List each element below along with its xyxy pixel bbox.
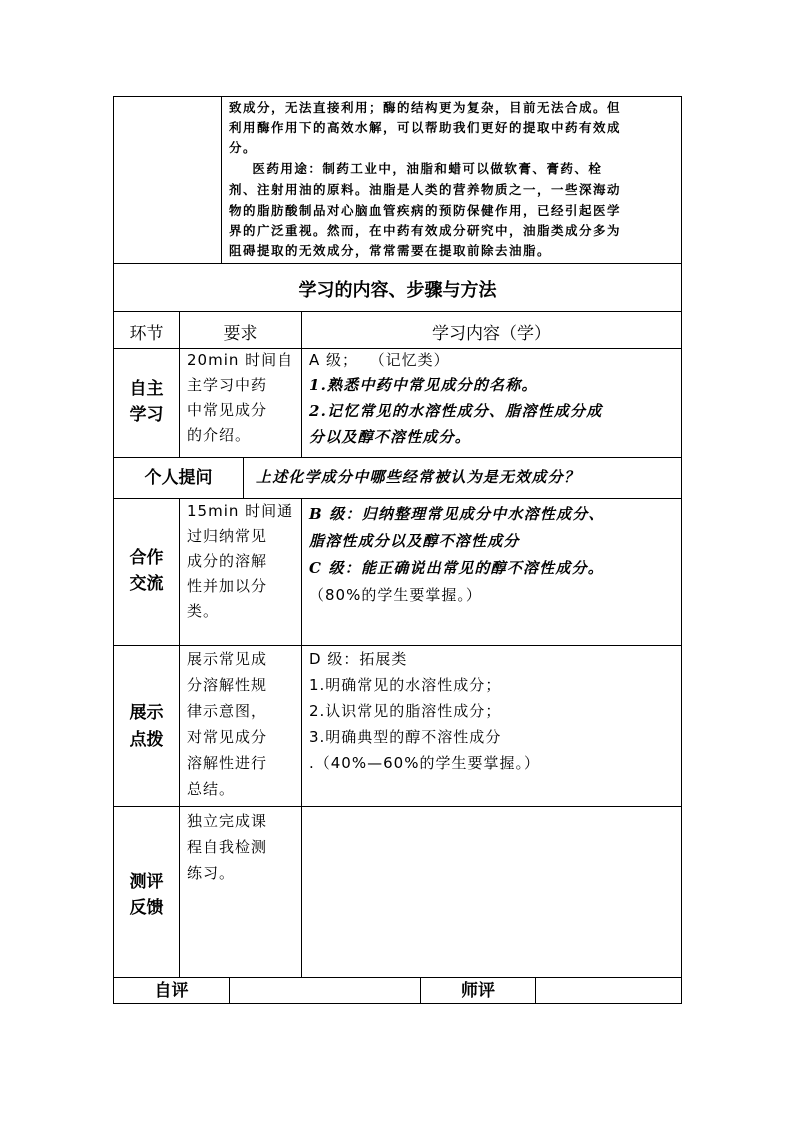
- cooperation-req-1: 15min 时间通: [187, 502, 294, 520]
- feedback-label-1: 测评: [129, 872, 164, 892]
- self-study-label-2: 学习: [129, 405, 164, 425]
- cooperation-req-5: 类。: [187, 602, 220, 620]
- cooperation-req-4: 性并加以分: [187, 577, 268, 595]
- cooperation-label-1: 合作: [129, 548, 164, 568]
- self-study-label-1: 自主: [129, 379, 164, 399]
- display-req-2: 分溶解性规: [187, 676, 268, 694]
- intro-line-1: 致成分，无法直接利用；酶的结构更为复杂，目前无法合成。但: [229, 100, 622, 115]
- intro-left-cell: [113, 96, 222, 264]
- self-study-req-2: 主学习中药: [187, 376, 268, 394]
- display-req-1: 展示常见成: [187, 650, 268, 668]
- intro-line-8: 阻碍提取的无效成分，常常需要在提取前除去油脂。: [229, 243, 552, 258]
- display-label-cell: [113, 645, 180, 807]
- teacher-eval-label: 师评: [461, 981, 495, 1001]
- display-req-3: 律示意图，: [187, 702, 268, 720]
- display-content-5: .（40%—60%的学生要掌握。）: [309, 754, 540, 772]
- display-content-2: 1.明确常见的水溶性成分；: [309, 676, 502, 694]
- feedback-req-1: 独立完成课: [187, 812, 268, 830]
- cooperation-b-2: 脂溶性成分以及醇不溶性成分: [309, 532, 520, 550]
- display-label-1: 展示: [129, 703, 164, 723]
- cooperation-c: C 级：能正确说出常见的醇不溶性成分。: [309, 559, 604, 577]
- header-stage: 环节: [129, 324, 164, 344]
- cooperation-note: （80%的学生要掌握。）: [309, 586, 482, 604]
- self-eval-value-cell: [229, 977, 421, 1004]
- self-study-req-4: 的介绍。: [187, 426, 252, 444]
- teacher-eval-value-cell: [535, 977, 682, 1004]
- section-title: 学习的内容、步骤与方法: [298, 280, 497, 301]
- header-requirement: 要求: [223, 324, 258, 344]
- self-study-content-3: 分以及醇不溶性成分。: [309, 428, 472, 446]
- display-content-4: 3.明确典型的醇不溶性成分: [309, 728, 502, 746]
- self-study-content-2: 2.记忆常见的水溶性成分、脂溶性成分成: [309, 402, 603, 420]
- intro-line-6: 物的脂肪酸制品对心脑血管疾病的预防保健作用，已经引起医学: [229, 203, 622, 218]
- feedback-label-2: 反馈: [129, 898, 164, 918]
- question-label: 个人提问: [144, 468, 213, 488]
- self-study-level: A 级； （记忆类）: [309, 351, 450, 369]
- self-study-req-3: 中常见成分: [187, 401, 268, 419]
- question-content: 上述化学成分中哪些经常被认为是无效成分？: [256, 468, 581, 486]
- display-req-6: 总结。: [187, 780, 236, 798]
- feedback-content-cell: [301, 806, 682, 978]
- intro-line-4: 医药用途：制药工业中，油脂和蜡可以做软膏、膏药、栓: [229, 161, 603, 176]
- cooperation-req-3: 成分的溶解: [187, 552, 268, 570]
- header-content: 学习内容（学）: [432, 324, 551, 344]
- display-content-3: 2.认识常见的脂溶性成分；: [309, 702, 502, 720]
- cooperation-b-1: B 级：归纳整理常见成分中水溶性成分、: [309, 505, 605, 523]
- intro-line-7: 界的广泛重视。然而，在中药有效成分研究中，油脂类成分多为: [229, 223, 622, 238]
- display-content-1: D 级：拓展类: [309, 650, 408, 668]
- feedback-req-2: 程自我检测: [187, 838, 268, 856]
- intro-line-5: 剂、注射用油的原料。油脂是人类的营养物质之一，一些深海动: [229, 182, 622, 197]
- self-study-req-1: 20min 时间自: [187, 351, 294, 369]
- feedback-req-3: 练习。: [187, 864, 236, 882]
- display-req-5: 溶解性进行: [187, 754, 268, 772]
- cooperation-label-2: 交流: [129, 574, 164, 594]
- intro-line-2: 利用酶作用下的高效水解，可以帮助我们更好的提取中药有效成: [229, 120, 622, 135]
- cooperation-req-2: 过归纳常见: [187, 527, 268, 545]
- display-label-2: 点拨: [129, 730, 164, 750]
- self-study-content-1: 1.熟悉中药中常见成分的名称。: [309, 376, 538, 394]
- self-eval-label: 自评: [154, 981, 189, 1001]
- display-req-4: 对常见成分: [187, 728, 268, 746]
- intro-line-3: 分。: [229, 140, 258, 155]
